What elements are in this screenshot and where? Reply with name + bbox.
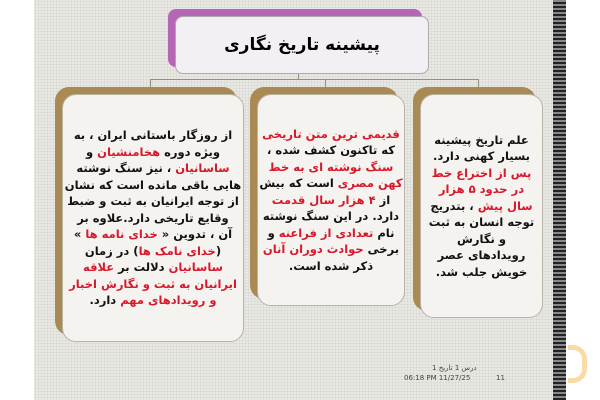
highlighted-text: قدیمی ترین متن تاریخی bbox=[262, 126, 400, 141]
body-text: که تاکنون کشف شده ، bbox=[267, 143, 395, 158]
body-text: دلالت بر bbox=[114, 260, 169, 275]
text-line bbox=[421, 165, 542, 182]
body-text: برخی bbox=[363, 242, 400, 257]
body-text: ذکر شده است. bbox=[288, 258, 374, 273]
text-line bbox=[63, 276, 243, 293]
highlighted-text: خدای نامک ها bbox=[138, 243, 216, 258]
body-text: ( bbox=[215, 243, 222, 258]
text-line bbox=[421, 198, 542, 215]
highlighted-text: سال پیش bbox=[477, 198, 533, 213]
text-line bbox=[421, 247, 542, 264]
body-text: آن ، تدوین « bbox=[157, 227, 233, 242]
content-box-achaemenid bbox=[62, 94, 244, 342]
text-line bbox=[63, 177, 243, 194]
body-text: » bbox=[73, 227, 86, 242]
footer-lesson: درس 1 تاریخ 1 bbox=[432, 364, 477, 372]
text-line bbox=[258, 225, 404, 242]
body-text: بسیار کهنی دارد. bbox=[432, 149, 530, 164]
text-line bbox=[63, 127, 243, 144]
footer-datetime: 06:18 PM 11/27/25 bbox=[404, 374, 471, 382]
text-line bbox=[421, 148, 542, 165]
highlighted-text: پس از اختراع خط bbox=[431, 165, 532, 180]
text-line bbox=[258, 208, 404, 225]
text-line bbox=[258, 159, 404, 176]
body-text: و bbox=[267, 225, 279, 240]
connector bbox=[325, 79, 326, 89]
body-text: خویش جلب شد. bbox=[435, 264, 528, 279]
text-line bbox=[63, 226, 243, 243]
connector bbox=[478, 79, 479, 89]
text-line bbox=[258, 241, 404, 258]
highlighted-text: علاقه bbox=[83, 260, 115, 275]
body-text: توجه انسان به ثبت bbox=[428, 215, 535, 230]
text-line bbox=[258, 258, 404, 275]
text-line bbox=[63, 243, 243, 260]
highlighted-text: سنگ نوشته ای به خط bbox=[268, 159, 394, 174]
text-line bbox=[421, 132, 542, 149]
text-line bbox=[421, 181, 542, 198]
body-text: و نگارش bbox=[457, 231, 506, 246]
highlighted-text: کهن مصری bbox=[337, 176, 403, 191]
text-line bbox=[63, 292, 243, 309]
text-line bbox=[421, 264, 542, 281]
connector bbox=[150, 79, 151, 89]
body-text: وقایع تاریخی دارد.علاوه بر bbox=[77, 210, 229, 225]
body-text: رویدادهای عصر bbox=[437, 248, 526, 263]
content-box-egypt bbox=[257, 94, 405, 306]
text-line bbox=[258, 142, 404, 159]
highlighted-text: خدای نامه ها bbox=[85, 227, 158, 242]
text-line bbox=[63, 259, 243, 276]
highlighted-text: هخامنشیان bbox=[97, 144, 161, 159]
highlighted-text: و رویدادهای مهم bbox=[120, 293, 217, 308]
body-text: ، نیز سنگ نوشته bbox=[76, 161, 176, 176]
text-line bbox=[63, 144, 243, 161]
body-text: علم تاریخ پیشینه bbox=[434, 132, 529, 147]
body-text: ) در زمان bbox=[84, 243, 139, 258]
text-line bbox=[258, 175, 404, 192]
highlighted-text: حوادث دوران آنان bbox=[262, 242, 364, 257]
text-line bbox=[63, 210, 243, 227]
body-text: هایی باقی مانده است که نشان bbox=[64, 177, 242, 192]
text-line bbox=[63, 160, 243, 177]
slide-title: پیشینه تاریخ نگاری bbox=[175, 16, 429, 74]
content-box-history-origin bbox=[420, 94, 543, 318]
text-line bbox=[63, 193, 243, 210]
body-text: ویژه دوره bbox=[160, 144, 220, 159]
body-text: دارد. در این سنگ نوشته bbox=[262, 209, 400, 224]
body-text: دارد. bbox=[89, 293, 121, 308]
text-line bbox=[421, 214, 542, 231]
body-text: ، بتدریج bbox=[430, 198, 478, 213]
body-text: و bbox=[86, 144, 98, 159]
highlighted-text: ایرانیان به ثبت و نگارش اخبار bbox=[69, 276, 237, 291]
body-text: از توجه ایرانیان به ثبت و ضبط bbox=[67, 194, 239, 209]
highlighted-text: ساسانیان bbox=[175, 161, 230, 176]
slide-edge-strip bbox=[553, 0, 566, 400]
text-line bbox=[421, 231, 542, 248]
footer-page-number: 11 bbox=[496, 374, 505, 382]
highlighted-text: در حدود ۵ هزار bbox=[438, 182, 525, 197]
highlighted-text: ساسانیان bbox=[168, 260, 223, 275]
logo-icon bbox=[568, 345, 587, 383]
highlighted-text: تعدادی از فراعنه bbox=[278, 225, 374, 240]
body-text: از روزگار باستانی ایران ، به bbox=[73, 128, 233, 143]
highlighted-text: ۴ هزار سال قدمت bbox=[271, 192, 376, 207]
text-line bbox=[258, 126, 404, 143]
text-line bbox=[258, 192, 404, 209]
body-text: است که بیش bbox=[259, 176, 338, 191]
body-text: از bbox=[375, 192, 391, 207]
body-text: نام bbox=[373, 225, 395, 240]
connector bbox=[150, 79, 478, 80]
